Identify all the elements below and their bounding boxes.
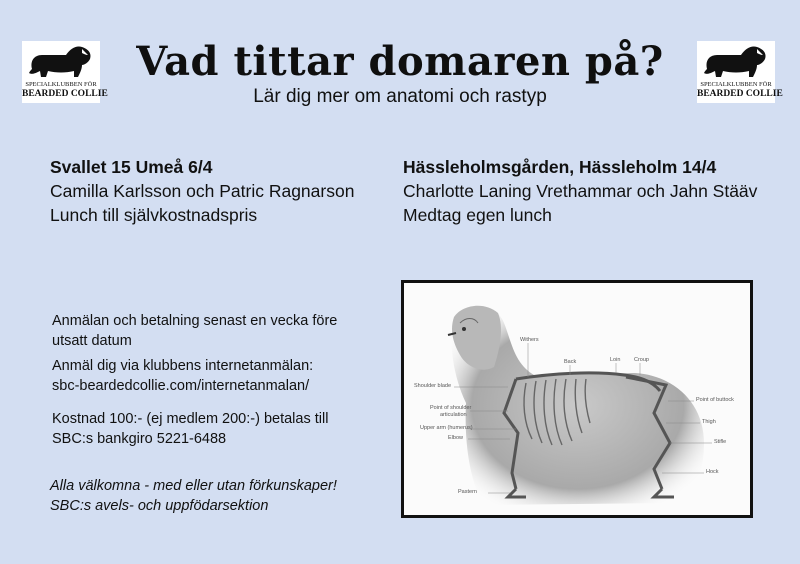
logo-text-line2: BEARDED COLLIE xyxy=(22,89,108,99)
event-hassleholm xyxy=(403,155,757,227)
welcome-note xyxy=(50,476,337,516)
page-title: Vad tittar domaren på? xyxy=(136,38,664,85)
label-shoulder-blade: Shoulder blade xyxy=(414,383,452,389)
logo-text-line1: SPECIALKLUBBEN FÖR xyxy=(700,81,772,88)
label-hock: Hock xyxy=(706,469,719,475)
label-croup: Croup xyxy=(634,357,649,363)
event-venue: Svallet 15 Umeå 6/4 xyxy=(50,157,213,177)
event-venue: Hässleholmsgården, Hässleholm 14/4 xyxy=(403,157,717,177)
registration-line: Anmäl dig via klubbens internetanmälan: xyxy=(52,358,314,374)
event-hosts: Camilla Karlsson och Patric Ragnarson xyxy=(50,181,355,201)
label-withers: Withers xyxy=(520,337,539,343)
cost-info xyxy=(52,409,328,449)
event-umea xyxy=(50,155,354,227)
label-thigh: Thigh xyxy=(702,419,716,425)
welcome-line: Alla välkomna - med eller utan förkunskaper! xyxy=(50,478,337,494)
logo-text-line1: SPECIALKLUBBEN FÖR xyxy=(25,81,97,88)
label-upper-arm: Upper arm (humerus) xyxy=(420,425,473,431)
label-elbow: Elbow xyxy=(448,435,463,441)
event-lunch: Medtag egen lunch xyxy=(403,205,552,225)
deadline-line: utsatt datum xyxy=(52,333,132,349)
cost-line: Kostnad 100:- (ej medlem 200:-) betalas till xyxy=(52,411,329,427)
label-pastern: Pastern xyxy=(458,489,477,495)
event-hosts: Charlotte Laning Vrethammar och Jahn Stääv xyxy=(403,181,758,201)
event-lunch: Lunch till självkostnadspris xyxy=(50,205,258,225)
cost-line: SBC:s bankgiro 5221-6488 xyxy=(52,431,227,447)
registration-url: sbc-beardedcollie.com/internetanmalan/ xyxy=(52,378,310,394)
label-loin: Loin xyxy=(610,357,621,363)
label-stifle: Stifle xyxy=(714,439,727,445)
section-signature: SBC:s avels- och uppfödarsektion xyxy=(50,498,269,514)
deadline-info xyxy=(52,311,337,351)
registration-info xyxy=(52,356,313,396)
label-point-of-buttock: Point of buttock xyxy=(696,397,734,403)
deadline-line: Anmälan och betalning senast en vecka före xyxy=(52,313,338,329)
dog-anatomy-illustration xyxy=(401,280,753,518)
page-subtitle: Lär dig mer om anatomi och rastyp xyxy=(253,86,547,107)
label-back: Back xyxy=(564,359,577,365)
logo-text-line2: BEARDED COLLIE xyxy=(697,89,783,99)
label-point-of-shoulder: Point of shoulder xyxy=(430,405,472,411)
label-articulation: articulation xyxy=(440,412,467,418)
